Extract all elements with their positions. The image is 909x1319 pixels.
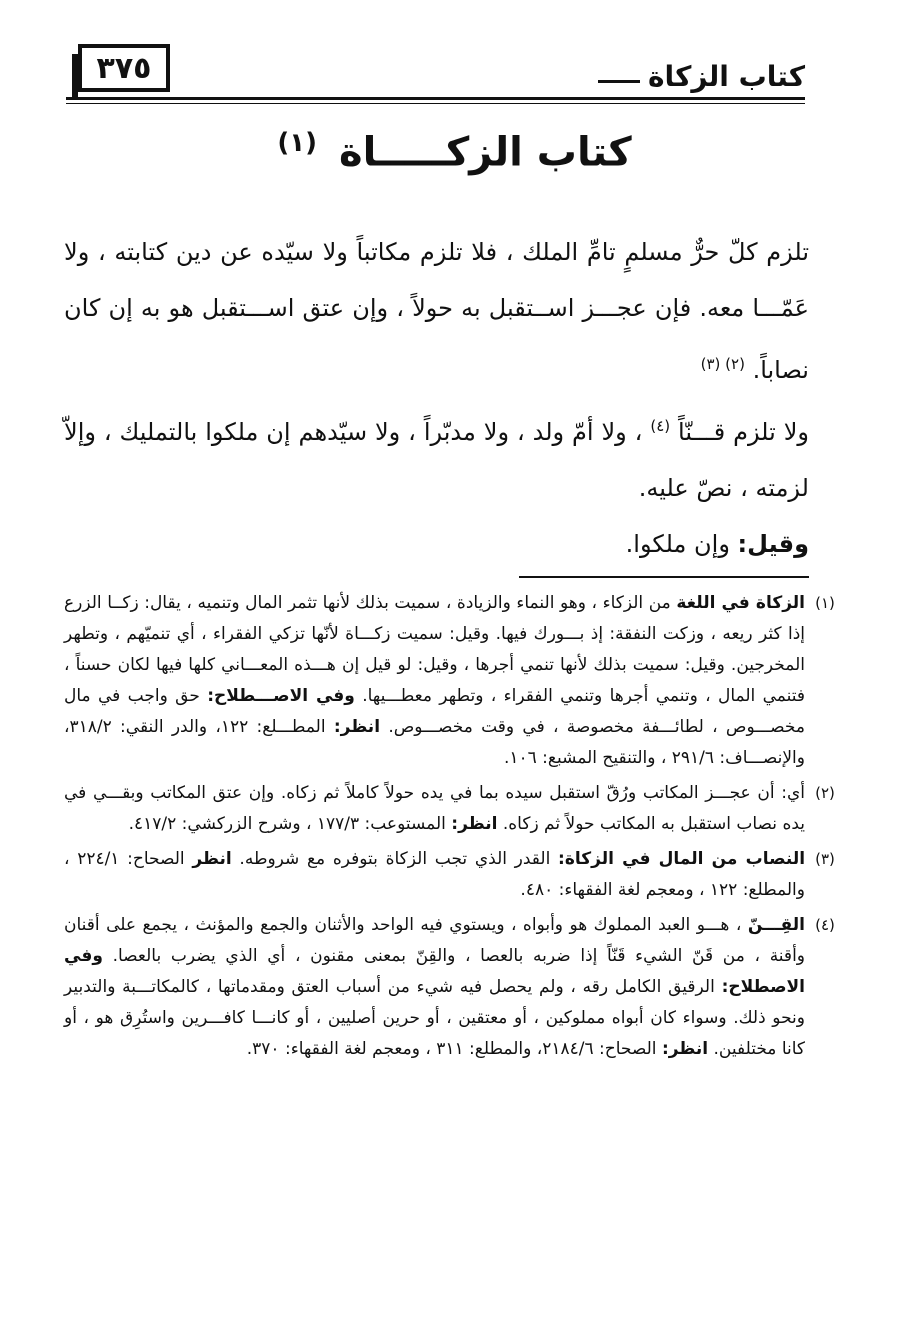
footnote-body: الصحاح: ٢٢٤/١ ، والمطلع: ١٢٢ ، ومعجم لغة الفقهاء: ٤٨٠. (64, 849, 805, 900)
footnote-text (64, 910, 805, 1065)
footnote-term: القِـــنّ (747, 915, 805, 935)
paragraph-2-text-b: ، ولا أمّ ولد ، ولا مدبّراً ، ولا سيّدهم إن ملكوا بالتمليك ، وإلاّ لزمته ، نصّ عليه. (64, 418, 809, 502)
paragraph-3-text: وإن ملكوا. (625, 530, 730, 558)
footnote-body: الصحاح: ٢١٨٤/٦، والمطلع: ٣١١ ، ومعجم لغة الفقهاء: ٣٧٠. (246, 1039, 657, 1059)
paragraph-1-refs: (٢) (٣) (700, 355, 745, 373)
footnote-body: ، هـــو العبد المملوك هو وأبواه ، ويستوي فيه الواحد والأثنان والجمع والمؤنث ، يجمع على أقنان وأقنة ، من قَنّ الشيء قَنّاً إذا ضربه بالعصا ، والقِنّ بمعنى مقنون ، أي الذي يضرب بالعصا. (64, 915, 805, 966)
running-title (598, 60, 805, 93)
footnote-number: (٢) (815, 784, 835, 802)
chapter-title (0, 128, 909, 175)
running-title-dash (598, 80, 640, 83)
header-rule-thin (66, 103, 805, 104)
footnote-body: من الزكاء ، وهو النماء والزيادة ، سميت بذلك لأنها تثمر المال وتنميه ، يقال: زكــا الزرع إذا كثر ريعه ، وزكت النفقة: إذ بـــورك فيها. وقيل: سميت زكـــاة لأنّها تزكي الفقراء ، أي تنميّهم ، وتطهر المخرجين. وقيل: سميت بذلك لأنها تنمي أجرها ، وقيل: لو قيل إن هـــذه المعـــاني كلها فيها لكان حسناً ، فتنمي المال ، وتنمي أجرها وتنمي الفقراء ، وتطهر معطـــيها. (64, 593, 805, 706)
paragraph-3 (64, 516, 809, 572)
footnote-text (64, 844, 805, 906)
footnote-4 (64, 910, 845, 1065)
footnote-1 (64, 588, 845, 774)
footnote-term: وفي الاصـــطلاح: (207, 686, 355, 706)
footnote-body: المستوعب: ١٧٧/٣ ، وشرح الزركشي: ٤١٧/٢. (128, 814, 446, 834)
footnote-3 (64, 844, 845, 906)
footnote-body: الرقيق الكامل رقه ، ولم يحصل فيه شيء من أسباب العتق ومقدماتها ، كالمكاتـــبة والتدبير ونحو ذلك. وسواء كان أبواه مملوكين ، أو معتقين ، أو حرين أصليين ، أو كانـــا كافـــرين واستُرِق هو ، أو كانا مختلفين. (64, 977, 805, 1059)
footnote-term: انظر: (661, 1039, 709, 1059)
footnote-text (64, 778, 805, 840)
footnote-text (64, 588, 805, 774)
footnote-body: المطـــلع: ١٢٢، والدر النقي: ٣١٨/٢، والإنصـــاف: ٢٩١/٦ ، والتنقيح المشبع: ١٠٦. (64, 717, 805, 768)
footnote-2 (64, 778, 845, 840)
chapter-title-text: كتاب الزكـــــاة (338, 129, 632, 176)
chapter-footnote-ref: (١) (277, 128, 318, 158)
paragraph-2 (64, 398, 809, 516)
footnote-term: وفي الاصطلاح: (64, 946, 805, 997)
footnote-term: الزكاة في اللغة (676, 593, 805, 613)
footnotes (64, 588, 845, 1069)
footnote-body: القدر الذي تجب الزكاة بتوفره مع شروطه. (239, 849, 551, 869)
footnote-term: النصاب من المال في الزكاة: (558, 849, 806, 869)
footnote-number: (٣) (815, 850, 835, 868)
paragraph-2-text-a: ولا تلزم قـــنّاً (678, 418, 809, 446)
footnote-term: انظر (192, 849, 232, 869)
main-text (64, 224, 809, 572)
footnote-body: حق واجب في مال مخصـــوص ، لطائـــفة مخصوصة ، في وقت مخصـــوص. (64, 686, 805, 737)
footnote-separator (519, 576, 809, 578)
footnote-term: انظر: (333, 717, 381, 737)
footnote-number: (١) (815, 594, 835, 612)
footnote-term: انظر: (451, 814, 498, 834)
paragraph-2-ref: (٤) (650, 417, 671, 435)
running-title-text: كتاب الزكاة (648, 60, 805, 93)
paragraph-1-text: تلزم كلّ حرٌّ مسلمٍ تامِّ الملك ، فلا تلزم مكاتباً ولا سيّده عن دين كتابته ، ولا عَمّـــا معه. فإن عجـــز اســتقبل به حولاً ، وإن عتق اســـتقبل هو به إن كان نصاباً. (64, 238, 809, 384)
page-number: ٣٧٥ (78, 44, 170, 92)
footnote-body: أي: أن عجـــز المكاتب ورُقّ استقبل سيده بما في يده حولاً كاملاً ثم زكاه. وإن عتق المكاتب وبقـــي في يده نصاب استقبل به المكاتب حولاً ثم زكاه. (64, 783, 805, 834)
header-rule (66, 97, 805, 100)
footnote-number: (٤) (815, 916, 835, 934)
paragraph-3-label: وقيل: (737, 530, 809, 558)
paragraph-1 (64, 224, 809, 398)
